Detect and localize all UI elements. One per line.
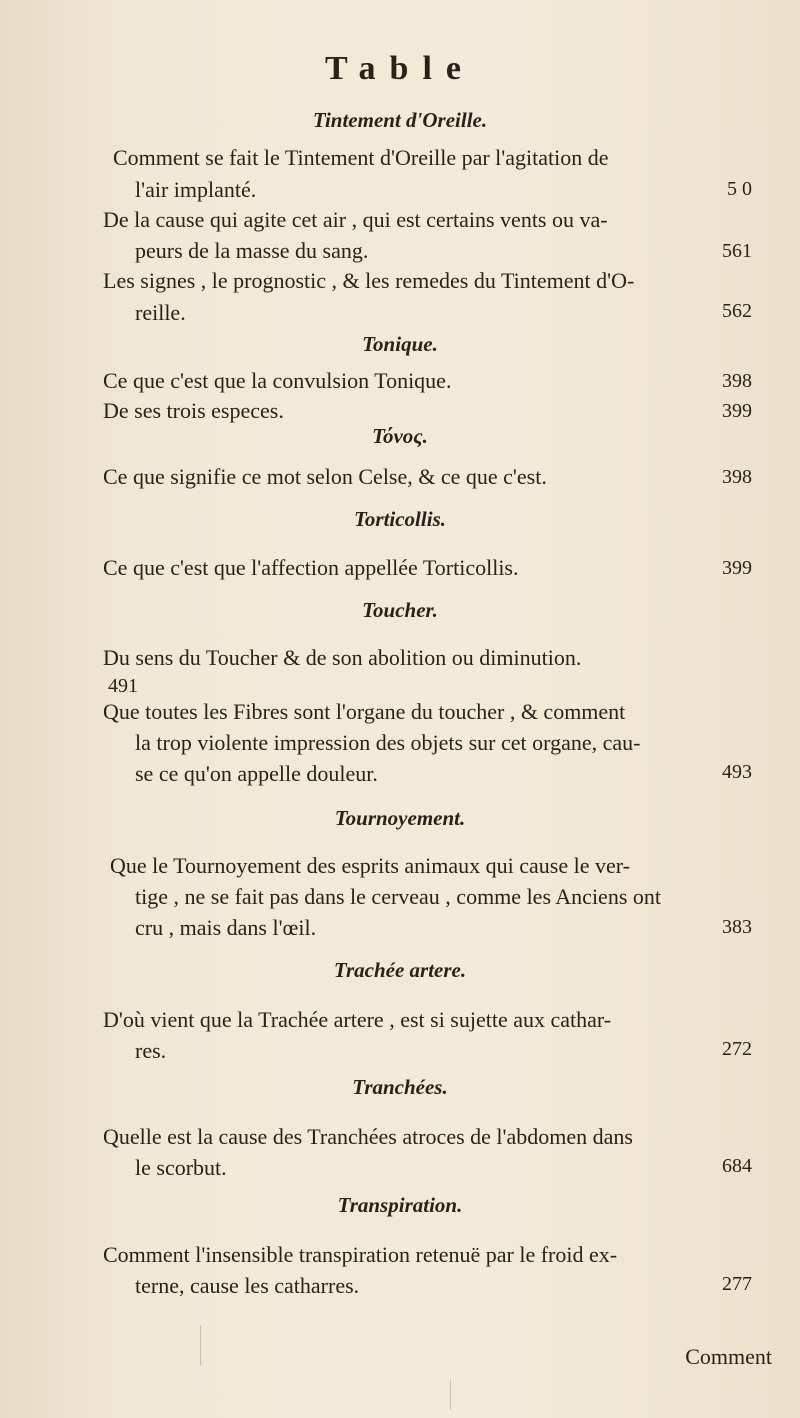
page-ref: 5 0 <box>727 178 752 200</box>
entry-line: la trop violente impression des objets sur cet organe, cau- <box>135 730 641 755</box>
entry-line: Quelle est la cause des Tranchées atroces de l'abdomen dans <box>103 1124 633 1149</box>
page-ref: 493 <box>722 761 752 783</box>
page-ref: 561 <box>722 240 752 262</box>
page-ref: 399 <box>722 400 752 422</box>
entry-line: De ses trois especes. <box>103 398 284 423</box>
section-heading-torticollis: Torticollis. <box>354 507 446 531</box>
section-heading-tintement: Tintement d'Oreille. <box>312 108 488 132</box>
section-heading-tranchees: Tranchées. <box>352 1075 448 1099</box>
running-header: Table <box>324 50 475 87</box>
page-ref: 562 <box>722 300 752 322</box>
entry-line: se ce qu'on appelle douleur. <box>135 761 378 786</box>
entry-line: le scorbut. <box>135 1155 227 1180</box>
page-ref: 491 <box>108 675 138 697</box>
section-heading-tournoyement: Tournoyement. <box>334 806 466 830</box>
entry-line: Comment se fait le Tintement d'Oreille par l'agitation de <box>113 145 609 170</box>
section-heading-tonos: Τόνος. <box>372 424 428 448</box>
entry-line: Ce que signifie ce mot selon Celse, & ce que c'est. <box>103 464 547 489</box>
entry-line: res. <box>135 1038 167 1063</box>
section-heading-transpiration: Transpiration. <box>337 1193 463 1217</box>
page-ref: 399 <box>722 557 752 579</box>
page-ref: 277 <box>722 1273 752 1295</box>
page-ref: 398 <box>722 466 752 488</box>
entry-line: Que toutes les Fibres sont l'organe du toucher , & comment <box>103 699 626 724</box>
page-ref: 383 <box>722 916 752 938</box>
page-ref: 272 <box>722 1038 752 1060</box>
entry-line: l'air implanté. <box>135 177 257 202</box>
entry-line: Du sens du Toucher & de son abolition ou diminution. <box>103 645 582 670</box>
entry-line: Les signes , le prognostic , & les remedes du Tintement d'O- <box>103 268 635 293</box>
catchword: Comment <box>685 1344 772 1369</box>
entry-line: Que le Tournoyement des esprits animaux qui cause le ver- <box>110 853 630 878</box>
entry-line: Ce que c'est que la convulsion Tonique. <box>103 368 452 393</box>
entry-line: tige , ne se fait pas dans le cerveau , comme les Anciens ont <box>135 884 661 909</box>
entry-line: reille. <box>135 300 186 325</box>
section-heading-trachee: Trachée artere. <box>333 958 467 982</box>
entry-line: Ce que c'est que l'affection appellée Torticollis. <box>103 555 519 580</box>
entry-line: terne, cause les catharres. <box>135 1273 360 1298</box>
entry-line: cru , mais dans l'œil. <box>135 915 317 940</box>
section-heading-tonique: Tonique. <box>362 332 438 356</box>
entry-line: peurs de la masse du sang. <box>135 238 369 263</box>
page-ref: 684 <box>722 1155 752 1177</box>
entry-line: Comment l'insensible transpiration retenuë par le froid ex- <box>103 1242 618 1267</box>
paper-mark <box>450 1380 451 1410</box>
entry-line: D'où vient que la Trachée artere , est si sujette aux cathar- <box>103 1007 612 1032</box>
paper-mark <box>200 1325 201 1365</box>
entry-line: De la cause qui agite cet air , qui est certains vents ou va- <box>103 207 608 232</box>
page-ref: 398 <box>722 370 752 392</box>
section-heading-toucher: Toucher. <box>362 598 438 622</box>
